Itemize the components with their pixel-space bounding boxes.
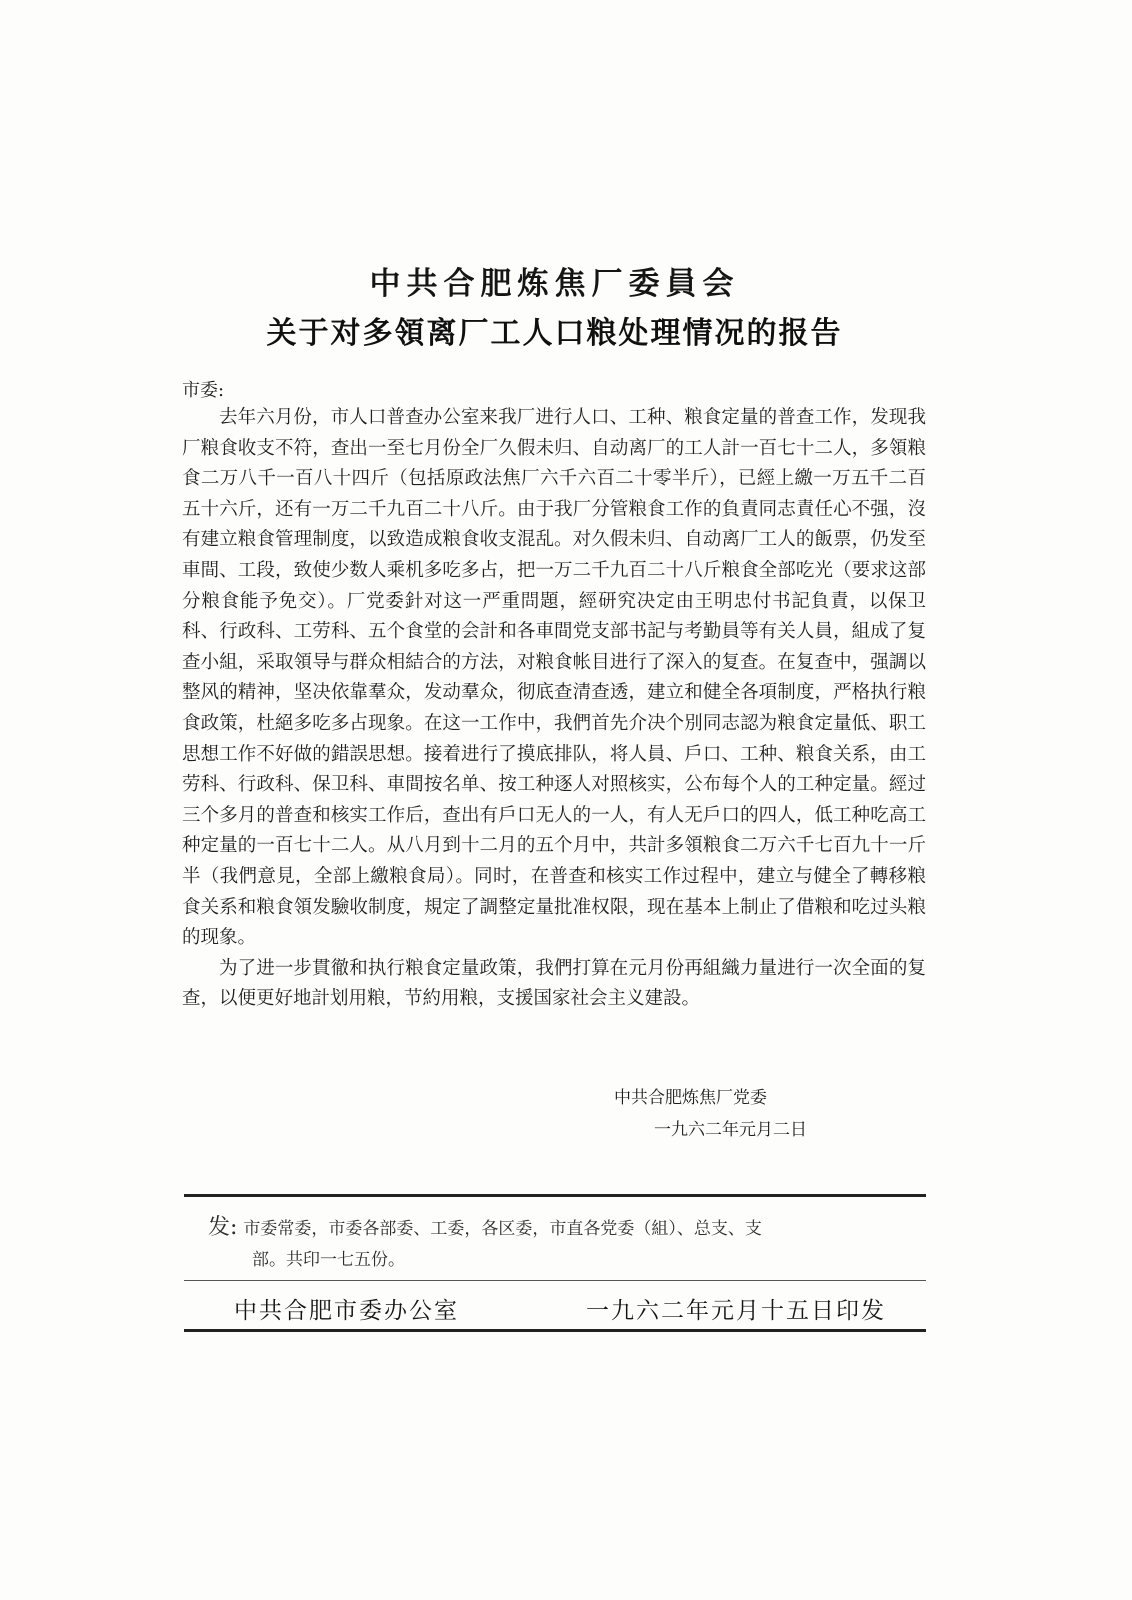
distribution-line-1: 市委常委，市委各部委、工委，各区委，市直各党委（組）、总支、支 <box>243 1219 762 1239</box>
signature-date: 一九六二年元月二日 <box>654 1120 807 1140</box>
body-paragraph-2: 为了进一步貫徹和执行粮食定量政策，我們打算在元月份再組織力量进行一次全面的复查，以便更好地計划用粮，节約用粮，支援国家社会主义建設。 <box>182 957 926 1010</box>
document-title-subject: 关于对多領离厂工人口粮处理情况的报告 <box>266 316 843 351</box>
distribution-list <box>208 1212 898 1276</box>
body-paragraph-1: 去年六月份，市人口普查办公室来我厂进行人口、工种、粮食定量的普查工作，发现我厂粮食收支不符，查出一至七月份全厂久假未归、自动离厂的工人計一百七十二人，多領粮食二万八千一百八十四斤（包括原政法焦厂六千六百二十零半斤），已經上繳一万五千二百五十六斤，还有一万二千九百二十八斤。由于我厂分管粮食工作的負責同志責任心不强，沒有建立粮食管理制度，以致造成粮食收支混乱。对久假未归、自动离厂工人的飯票，仍发至車間、工段，致使少数人乘机多吃多占，把一万二千九百二十八斤粮食全部吃光（要求这部分粮食能予免交）。厂党委針对这一严重問題，經研究决定由王明忠付书記負責，以保卫科、行政科、工劳科、五个食堂的会計和各車間党支部书記与考勤員等有关人員，組成了复查小組，采取領导与群众相結合的方法，对粮食帐目进行了深入的复查。在复查中，强調以整风的精神，坚决依靠羣众，发动羣众，彻底查清查透，建立和健全各項制度，严格执行粮食政策，杜絕多吃多占现象。在这一工作中，我們首先介决个別同志認为粮食定量低、职工思想工作不好做的錯誤思想。接着进行了摸底排队，将人員、戶口、工种、粮食关系，由工劳科、行政科、保卫科、車間按名单、按工种逐人对照核实，公布每个人的工种定量。經过三个多月的普查和核实工作后，查出有戶口无人的一人，有人无戶口的四人，低工种吃高工种定量的一百七十二人。从八月到十二月的五个月中，共計多領粮食二万六千七百九十一斤半（我們意見，全部上繳粮食局）。同时，在普查和核实工作过程中，建立与健全了轉移粮食关系和粮食領发驗收制度，規定了調整定量批准权限，现在基本上制止了借粮和吃过头粮的现象。 <box>182 407 926 949</box>
issue-date: 一九六二年元月十五日印发 <box>586 1298 886 1324</box>
signature-block <box>614 1082 807 1146</box>
issuer-name: 中共合肥市委办公室 <box>234 1298 459 1324</box>
distribution-line-2: 部。共印一七五份。 <box>252 1250 405 1270</box>
divider-top <box>184 1194 926 1197</box>
report-body <box>182 403 926 1015</box>
distribution-label: 发: <box>208 1215 238 1240</box>
signature-org: 中共合肥炼焦厂党委 <box>614 1088 767 1108</box>
salutation: 市委: <box>182 380 225 401</box>
divider-middle <box>184 1280 926 1281</box>
divider-bottom <box>184 1329 926 1332</box>
document-title-org: 中共合肥炼焦厂委員会 <box>369 266 740 302</box>
